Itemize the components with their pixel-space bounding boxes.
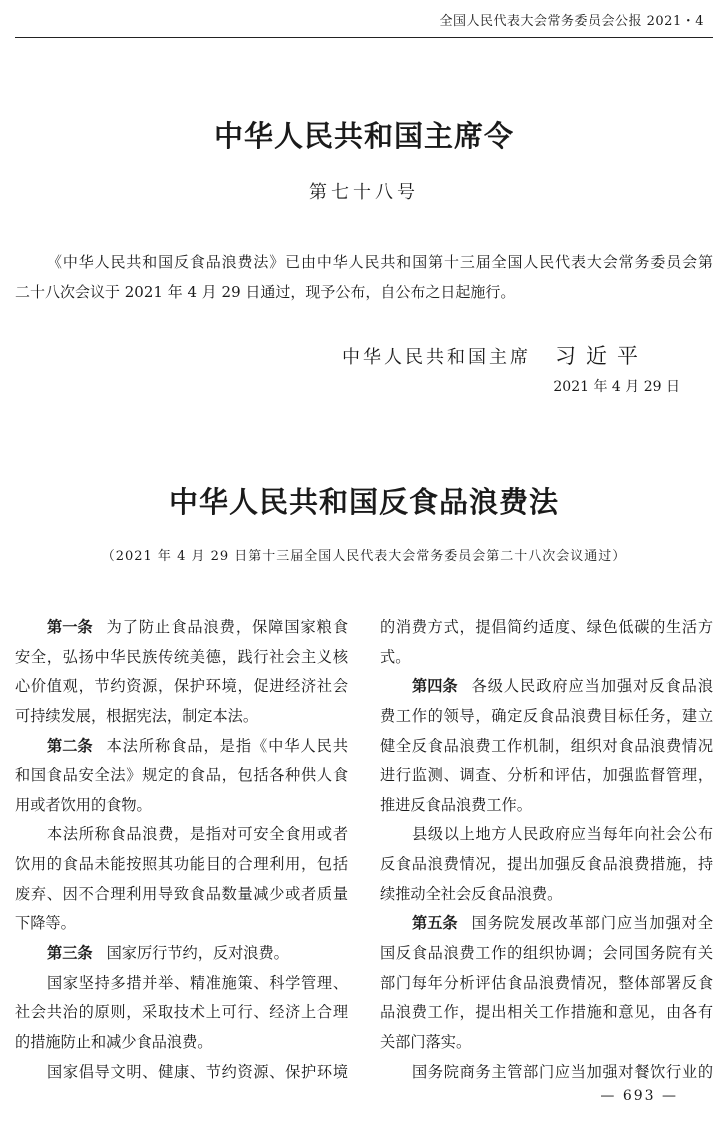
text-line bbox=[380, 643, 713, 673]
line-text: 为了防止食品浪费，保障国家粮食 bbox=[106, 618, 348, 636]
line-text: 国务院商务主管部门应当加强对餐饮行业的 bbox=[412, 1062, 713, 1081]
text-line bbox=[380, 939, 713, 969]
text-line bbox=[380, 702, 713, 732]
line-text: 品浪费工作，提出相关工作措施和意见，由各有 bbox=[380, 1003, 713, 1022]
line-text: 续推动全社会反食品浪费。 bbox=[380, 884, 563, 903]
article-number: 第一条 bbox=[47, 618, 93, 636]
line-text: 废弃、因不合理利用导致食品数量减少或者质量 bbox=[15, 884, 348, 903]
line-text: 的措施防止和减少食品浪费。 bbox=[15, 1032, 213, 1051]
text-line bbox=[380, 1028, 713, 1058]
line-text: 费工作的领导，确定反食品浪费目标任务，建立 bbox=[380, 706, 713, 725]
signature-date: 2021 年 4 月 29 日 bbox=[553, 379, 680, 395]
text-line bbox=[380, 1058, 713, 1088]
line-text: 推进反食品浪费工作。 bbox=[380, 795, 532, 814]
text-line bbox=[15, 909, 348, 939]
text-line bbox=[380, 732, 713, 762]
running-head: 全国人民代表大会常务委员会公报 2021・4 bbox=[439, 14, 704, 29]
line-text: 心价值观，节约资源，保护环境，促进经济社会 bbox=[15, 677, 348, 696]
text-line bbox=[380, 998, 713, 1028]
line-text: 饮用的食品未能按照其功能目的合理利用，包括 bbox=[15, 855, 348, 874]
line-text: 可持续发展，根据宪法，制定本法。 bbox=[15, 706, 258, 725]
article-number: 第四条 bbox=[412, 677, 458, 696]
preamble-line: 《中华人民共和国反食品浪费法》已由中华人民共和国第十三届全国人民代表大会常务委员会第 bbox=[47, 253, 713, 271]
text-line bbox=[15, 850, 348, 880]
line-text: 进行监测、调查、分析和评估，加强监督管理， bbox=[380, 766, 713, 785]
line-text: 本法所称食品，是指《中华人民共 bbox=[106, 736, 348, 755]
text-line bbox=[15, 820, 348, 850]
text-line bbox=[380, 969, 713, 999]
text-line bbox=[15, 1058, 348, 1088]
text-line bbox=[380, 672, 713, 702]
article-number: 第三条 bbox=[47, 944, 93, 963]
line-text: 各级人民政府应当加强对反食品浪 bbox=[471, 677, 713, 696]
line-text: 国家坚持多措并举、精准施策、科学管理、 bbox=[47, 973, 348, 992]
line-text: 社会共治的原则，采取技术上可行、经济上合理 bbox=[15, 1003, 348, 1022]
line-text: 下降等。 bbox=[15, 914, 76, 933]
page-number: — 693 — bbox=[600, 1088, 678, 1104]
text-line bbox=[15, 702, 348, 732]
text-line bbox=[15, 880, 348, 910]
signature bbox=[342, 340, 648, 370]
line-text: 健全反食品浪费工作机制，组织对食品浪费情况 bbox=[380, 736, 713, 755]
text-line bbox=[15, 939, 348, 969]
text-line bbox=[15, 998, 348, 1028]
article-number: 第五条 bbox=[412, 914, 458, 933]
line-text: 用或者饮用的食物。 bbox=[15, 795, 152, 814]
signature-title: 中华人民共和国主席 bbox=[342, 347, 531, 368]
text-line bbox=[380, 613, 713, 643]
text-line bbox=[380, 880, 713, 910]
text-line bbox=[15, 732, 348, 762]
signature-name: 习近平 bbox=[555, 344, 648, 368]
text-line bbox=[380, 761, 713, 791]
line-text: 的消费方式，提倡简约适度、绿色低碳的生活方 bbox=[380, 618, 713, 636]
header-rule bbox=[15, 37, 713, 38]
line-text: 部门每年分析评估食品浪费情况，整体部署反食 bbox=[380, 973, 713, 992]
line-text: 国反食品浪费工作的组织协调；会同国务院有关 bbox=[380, 944, 713, 963]
line-text: 国家厉行节约，反对浪费。 bbox=[106, 944, 289, 963]
order-title: 中华人民共和国主席令 bbox=[213, 119, 514, 153]
line-text: 国家倡导文明、健康、节约资源、保护环境 bbox=[47, 1062, 348, 1081]
right-column bbox=[380, 613, 713, 1087]
text-line bbox=[15, 761, 348, 791]
text-line bbox=[15, 791, 348, 821]
text-line bbox=[15, 643, 348, 673]
text-line bbox=[15, 613, 348, 643]
text-line bbox=[15, 1028, 348, 1058]
line-text: 关部门落实。 bbox=[380, 1032, 472, 1051]
line-text: 国务院发展改革部门应当加强对全 bbox=[471, 914, 713, 933]
law-title: 中华人民共和国反食品浪费法 bbox=[168, 485, 559, 519]
text-line bbox=[380, 850, 713, 880]
line-text: 安全，弘扬中华民族传统美德，践行社会主义核 bbox=[15, 647, 348, 666]
text-line bbox=[15, 969, 348, 999]
order-number: 第七十八号 bbox=[309, 182, 419, 203]
text-line bbox=[380, 820, 713, 850]
left-column bbox=[15, 613, 348, 1087]
text-line bbox=[380, 791, 713, 821]
law-subtitle: （2021 年 4 月 29 日第十三届全国人民代表大会常务委员会第二十八次会议通过） bbox=[101, 549, 627, 564]
article-number: 第二条 bbox=[47, 736, 93, 755]
line-text: 和国食品安全法》规定的食品，包括各种供人食 bbox=[15, 766, 348, 785]
text-line bbox=[15, 672, 348, 702]
text-line bbox=[380, 909, 713, 939]
line-text: 县级以上地方人民政府应当每年向社会公布 bbox=[412, 825, 713, 844]
line-text: 本法所称食品浪费，是指对可安全食用或者 bbox=[47, 825, 348, 844]
preamble-line: 二十八次会议于 2021 年 4 月 29 日通过，现予公布，自公布之日起施行。 bbox=[15, 283, 516, 301]
line-text: 反食品浪费情况，提出加强反食品浪费措施，持 bbox=[380, 855, 713, 874]
line-text: 式。 bbox=[380, 647, 411, 666]
